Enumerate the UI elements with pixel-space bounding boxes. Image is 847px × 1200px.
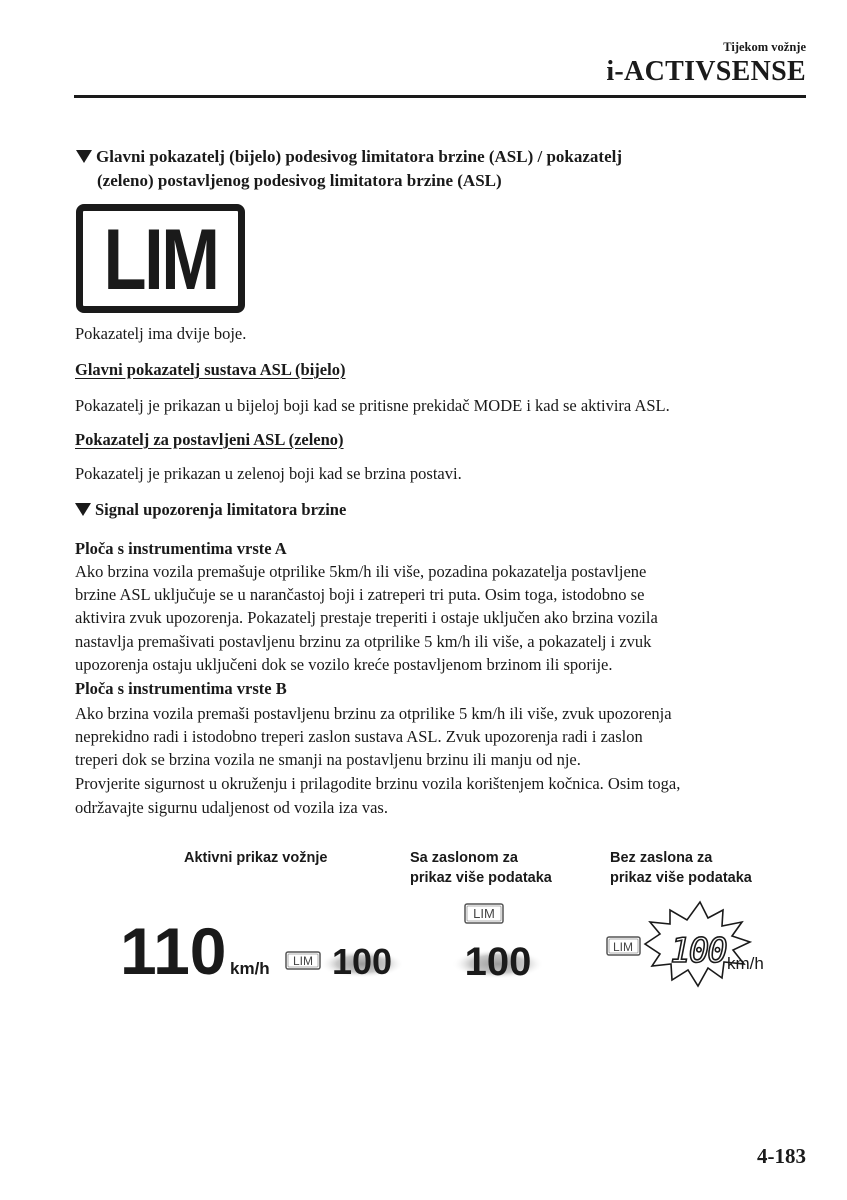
speed-unit-label: km/h — [727, 954, 764, 973]
typeB-line: održavajte sigurnu udaljenost od vozila iza vas. — [75, 798, 388, 817]
sub1-text: Pokazatelj je prikazan u bijeloj boji kad se pritisne prekidač MODE i kad se aktivira ASL. — [75, 396, 670, 415]
typeA-line: Ako brzina vozila premašuje otprilike 5km/h ili više, pozadina pokazatelja postavljene — [75, 562, 647, 581]
lim-badge-icon — [465, 904, 503, 923]
typeB-title: Ploča s instrumentima vrste B — [75, 679, 287, 698]
figure-label-line: prikaz više podataka — [610, 870, 752, 886]
typeB-line: Provjerite sigurnost u okruženju i prilagodite brzinu vozila korištenjem kočnica. Osim toga, — [75, 774, 681, 793]
set-speed-value: 100 — [331, 941, 393, 982]
triangle-bullet-icon — [75, 500, 95, 519]
lim-badge-text: LIM — [473, 906, 495, 921]
section2-heading-text: Signal upozorenja limitatora brzine — [95, 500, 347, 519]
lim-indicator-label: LIM — [103, 212, 218, 308]
typeB-line: Ako brzina vozila premaši postavljenu brzinu za otprilike 5 km/h ili više, zvuk upozorenja — [75, 704, 672, 723]
figure-label-with-multi-info-display — [410, 848, 552, 888]
typeB-line: neprekidno radi i istodobno treperi zaslon sustava ASL. Zvuk upozorenja radi i zaslon — [75, 727, 643, 746]
lim-badge-text: LIM — [292, 954, 314, 968]
set-speed-value: 100 — [464, 940, 532, 984]
speed-limiter-warning-figure — [110, 896, 800, 1006]
section2-heading — [75, 498, 810, 521]
speed-unit-label: km/h — [230, 959, 270, 978]
figure-label-without-multi-info-display — [610, 848, 752, 888]
typeB-line: treperi dok se brzina vozila ne smanji na postavljenu brzinu ili manju od nje. — [75, 750, 581, 769]
lim-badge-icon — [607, 937, 640, 955]
running-header-title: i-ACTIVSENSE — [606, 56, 806, 87]
section1-heading-line2: (zeleno) postavljenog podesivog limitatora brzine (ASL) — [97, 171, 502, 190]
indicator-intro: Pokazatelj ima dvije boje. — [75, 324, 247, 343]
sub1-title: Glavni pokazatelj sustava ASL (bijelo) — [75, 360, 346, 379]
typeA-title: Ploča s instrumentima vrste A — [75, 539, 287, 558]
sub2-text: Pokazatelj je prikazan u zelenoj boji kad se brzina postavi. — [75, 464, 462, 483]
lim-badge-text: LIM — [612, 940, 634, 954]
header-rule — [74, 95, 806, 98]
figure-label-line: Sa zaslonom za — [410, 850, 518, 866]
section1-heading-line1: Glavni pokazatelj (bijelo) podesivog limitatora brzine (ASL) / pokazatelj — [96, 147, 623, 166]
section1-heading — [76, 145, 776, 193]
figure-label-line: Bez zaslona za — [610, 850, 713, 866]
figure-label-line: prikaz više podataka — [410, 870, 552, 886]
running-header-section: Tijekom vožnje — [723, 40, 806, 54]
triangle-bullet-icon — [76, 147, 96, 166]
set-speed-value: 100 — [670, 931, 726, 971]
lim-indicator-icon — [76, 204, 245, 313]
typeA-line: nastavlja premašivati postavljenu brzinu za otprilike 5 km/h ili više, a pokazatelj i zvuk — [75, 632, 652, 651]
typeA-line: aktivira zvuk upozorenja. Pokazatelj prestaje treperiti i ostaje uključen ako brzina vozila — [75, 608, 658, 627]
page-number: 4-183 — [757, 1144, 806, 1168]
figure-label-active-driving-display: Aktivni prikaz vožnje — [184, 850, 328, 866]
lim-badge-icon — [286, 952, 320, 969]
current-speed-value: 110 — [120, 914, 227, 988]
typeA-line: brzine ASL uključuje se u narančastoj boji i zatreperi tri puta. Osim toga, istodobno se — [75, 585, 645, 604]
sub2-title: Pokazatelj za postavljeni ASL (zeleno) — [75, 430, 344, 449]
typeA-line: upozorenja ostaju uključeni dok se vozilo kreće postavljenom brzinom ili sporije. — [75, 655, 613, 674]
